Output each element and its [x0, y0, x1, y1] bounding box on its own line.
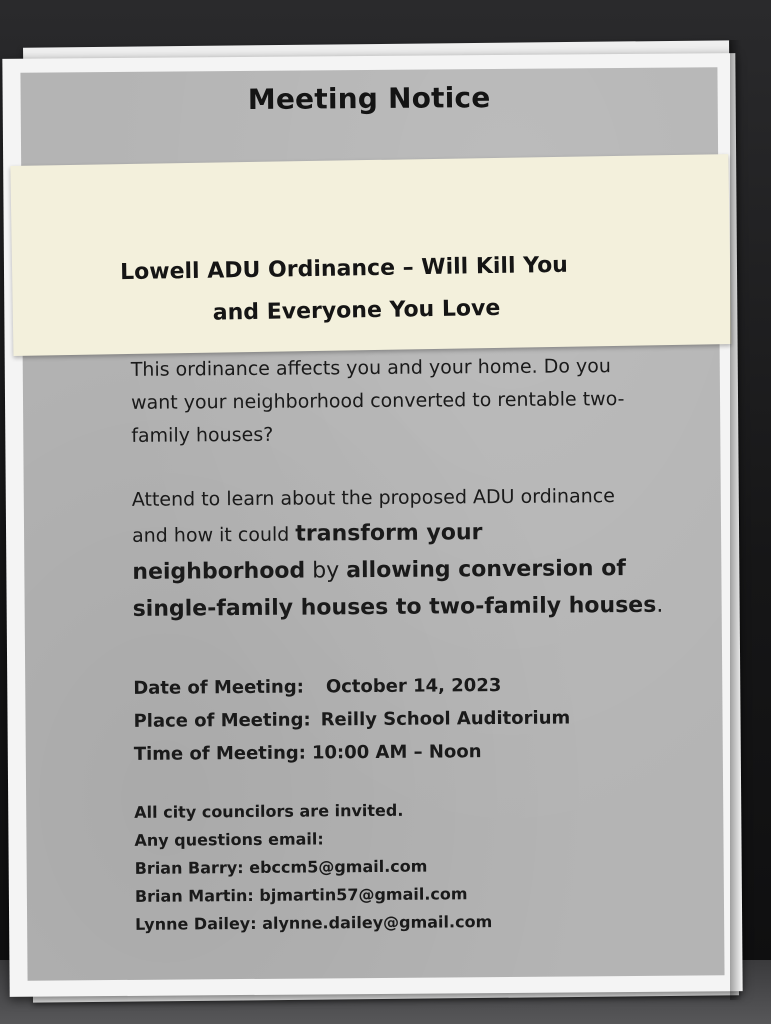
emphasis-text: allowing conversion of: [346, 556, 626, 584]
detail-row-date: [133, 668, 570, 704]
attend-text: .: [656, 592, 664, 618]
intro-line: This ordinance affects you and your home. Do you: [130, 355, 611, 381]
attend-line: [132, 549, 732, 591]
attend-line: [133, 586, 733, 628]
attend-text: and how it could: [131, 523, 296, 547]
detail-value: Reilly School Auditorium: [320, 707, 571, 731]
invitation-text: All city councilors are invited.: [134, 800, 404, 822]
contact-name: Brian Barry:: [134, 858, 244, 878]
emphasis-text: transform your: [295, 520, 483, 547]
page-title: Meeting Notice: [247, 81, 491, 116]
contact-row: [135, 908, 492, 939]
intro-line: want your neighborhood converted to rentable two-: [130, 388, 625, 414]
pasted-label-line: Lowell ADU Ordinance – Will Kill You: [119, 252, 569, 286]
questions-prompt: Any questions email:: [134, 829, 324, 850]
meeting-details: [133, 668, 570, 770]
pasted-label-line: and Everyone You Love: [212, 295, 501, 326]
detail-label: Time of Meeting:: [133, 742, 307, 765]
intro-line: family houses?: [131, 423, 274, 447]
attend-paragraph: [132, 479, 733, 628]
detail-row-place: [133, 701, 570, 737]
contact-name: Brian Martin:: [134, 885, 254, 906]
contact-email: ebccm5@gmail.com: [249, 856, 428, 877]
detail-value: 10:00 AM – Noon: [311, 741, 482, 764]
pasted-label: [10, 154, 731, 356]
attend-text: by: [305, 558, 347, 584]
contact-name: Lynne Dailey:: [135, 913, 257, 934]
contact-row: [135, 880, 492, 911]
detail-row-time: [134, 734, 571, 770]
emphasis-text: neighborhood: [132, 558, 306, 585]
contact-email: alynne.dailey@gmail.com: [262, 912, 493, 933]
intro-paragraph: [131, 349, 732, 453]
detail-value: October 14, 2023: [325, 674, 502, 698]
flyer-sheet: [2, 53, 742, 997]
contact-row: [135, 852, 492, 883]
attend-line: Attend to learn about the proposed ADU ordinance: [131, 485, 615, 511]
contact-block: [134, 796, 492, 939]
attend-line: [132, 512, 732, 554]
detail-label: Place of Meeting:: [133, 709, 311, 732]
sheet-shadow: [730, 40, 742, 1000]
detail-label: Date of Meeting:: [133, 676, 304, 699]
contact-email: bjmartin57@gmail.com: [259, 884, 468, 905]
emphasis-text: single-family houses to two-family houses: [132, 592, 657, 622]
